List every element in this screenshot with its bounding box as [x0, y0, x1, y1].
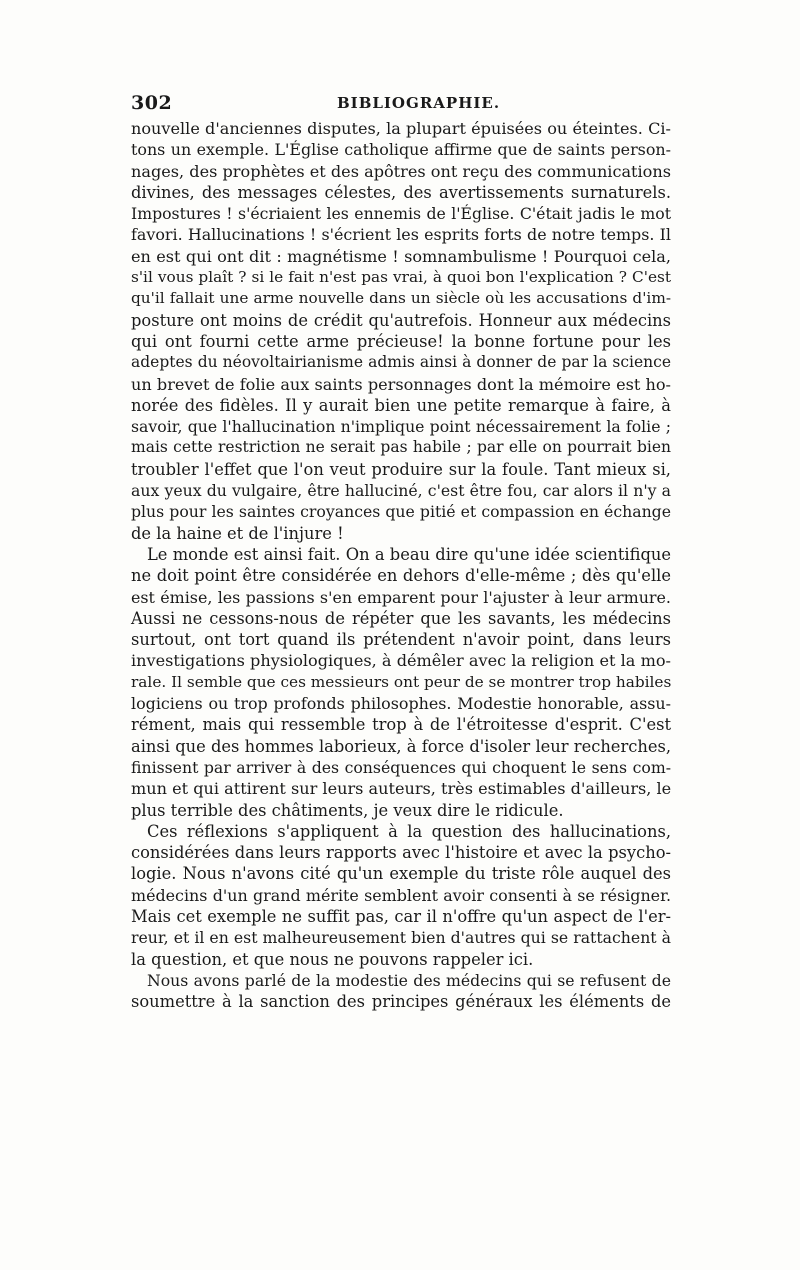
text-line: Aussi ne cessons-nous de répéter que les savants, les médecins [131, 608, 671, 628]
text-line: Impostures ! s'écriaient les ennemis de l'Église. C'était jadis le mot [131, 204, 671, 224]
text-line: Le monde est ainsi fait. On a beau dire qu'une idée scientifique [147, 544, 671, 564]
text-line: nages, des prophètes et des apôtres ont reçu des communications [131, 161, 671, 181]
text-line: est émise, les passions s'en emparent pour l'ajuster à leur armure. [131, 587, 671, 607]
body-text [131, 118, 671, 1012]
text-line: Ces réflexions s'appliquent à la question des hallucinations, [147, 821, 671, 841]
text-line: norée des fidèles. Il y aurait bien une petite remarque à faire, à [131, 395, 671, 415]
text-line: un brevet de folie aux saints personnages dont la mémoire est ho- [131, 374, 671, 394]
page-header [131, 92, 671, 116]
text-line: ainsi que des hommes laborieux, à force d'isoler leur recherches, [131, 736, 671, 756]
text-line: favori. Hallucinations ! s'écrient les esprits forts de notre temps. Il [131, 225, 671, 245]
text-line: soumettre à la sanction des principes généraux les éléments de [131, 992, 671, 1012]
text-line: logie. Nous n'avons cité qu'un exemple du triste rôle auquel des [131, 864, 671, 884]
text-line: plus terrible des châtiments, je veux dire le ridicule. [131, 800, 564, 820]
text-line: surtout, ont tort quand ils prétendent n'avoir point, dans leurs [131, 630, 671, 650]
text-line: mun et qui attirent sur leurs auteurs, très estimables d'ailleurs, le [131, 779, 672, 799]
text-line: considérées dans leurs rapports avec l'histoire et avec la psycho- [131, 843, 671, 863]
text-line: reur, et il en est malheureusement bien d'autres qui se rattachent à [131, 928, 671, 948]
text-line: plus pour les saintes croyances que pitié et compassion en échange [131, 502, 671, 522]
running-head: BIBLIOGRAPHIE. [337, 94, 501, 112]
text-line: ne doit point être considérée en dehors d'elle-même ; dès qu'elle [131, 566, 671, 586]
text-line: s'il vous plaît ? si le fait n'est pas vrai, à quoi bon l'explication ? C'est [131, 268, 671, 287]
text-line: rale. Il semble que ces messieurs ont peur de se montrer trop habiles [131, 672, 672, 691]
text-line: finissent par arriver à des conséquences qui choquent le sens com- [131, 757, 671, 777]
text-line: médecins d'un grand mérite semblent avoir consenti à se résigner. [131, 885, 671, 905]
text-line: de la haine et de l'injure ! [131, 523, 344, 543]
text-line: en est qui ont dit : magnétisme ! somnambulisme ! Pourquoi cela, [131, 246, 671, 266]
text-line: divines, des messages célestes, des avertissements surnaturels. [131, 182, 671, 202]
text-line: nouvelle d'anciennes disputes, la plupart épuisées ou éteintes. Ci- [131, 119, 671, 138]
text-line: logiciens ou trop profonds philosophes. Modestie honorable, assu- [131, 694, 671, 714]
text-line: savoir, que l'hallucination n'implique point nécessairement la folie ; [131, 417, 671, 437]
text-line: Mais cet exemple ne suffit pas, car il n'offre qu'un aspect de l'er- [131, 906, 671, 926]
text-line: adeptes du néovoltairianisme admis ainsi à donner de par la science [131, 353, 671, 372]
text-line: la question, et que nous ne pouvons rappeler ici. [131, 949, 534, 969]
text-line: aux yeux du vulgaire, être halluciné, c'est être fou, car alors il n'y a [131, 481, 671, 501]
text-line: troubler l'effet que l'on veut produire sur la foule. Tant mieux si, [131, 459, 671, 479]
text-line: posture ont moins de crédit qu'autrefois. Honneur aux médecins [131, 310, 671, 330]
text-line: qui ont fourni cette arme précieuse! la bonne fortune pour les [131, 331, 671, 351]
text-line: tons un exemple. L'Église catholique affirme que de saints person- [131, 140, 671, 160]
text-line: qu'il fallait une arme nouvelle dans un siècle où les accusations d'im- [131, 289, 671, 308]
text-line: mais cette restriction ne serait pas habile ; par elle on pourrait bien [131, 438, 671, 457]
text-line: rément, mais qui ressemble trop à de l'étroitesse d'esprit. C'est [131, 715, 671, 735]
text-line: Nous avons parlé de la modestie des médecins qui se refusent de [147, 970, 671, 990]
page-number: 302 [131, 92, 173, 114]
text-line: investigations physiologiques, à démêler avec la religion et la mo- [131, 651, 671, 671]
